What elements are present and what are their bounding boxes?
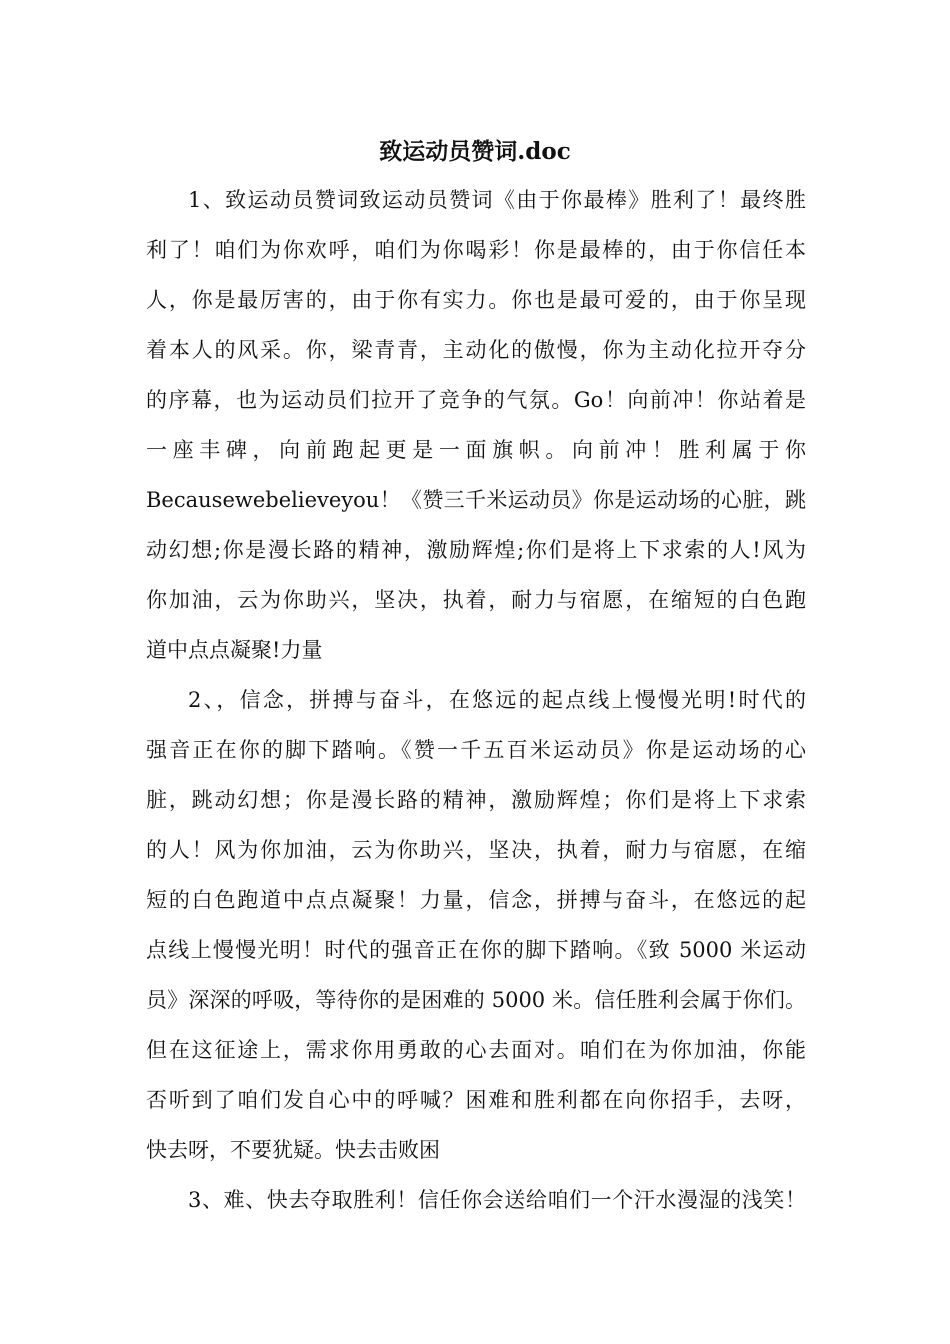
text-line: 的序幕，也为运动员们拉开了竞争的气氛。Go！向前冲！你站着是 <box>146 388 806 412</box>
text-line: Becausewebelieveyou！《赞三千米运动员》你是运动场的心脏，跳 <box>146 488 806 512</box>
text-line: 否听到了咱们发自心中的呼喊？困难和胜利都在向你招手，去呀， <box>146 1088 806 1112</box>
text-line: 动幻想;你是漫长路的精神，激励辉煌;你们是将上下求索的人!风为 <box>146 538 806 562</box>
text-line: 着本人的风采。你，梁青青，主动化的傲慢，你为主动化拉开夺分 <box>146 338 806 362</box>
text-line: 的人！风为你加油，云为你助兴，坚决，执着，耐力与宿愿，在缩 <box>146 838 806 862</box>
text-line: 3、难、快去夺取胜利！信任你会送给咱们一个汗水漫湿的浅笑！ <box>188 1188 806 1212</box>
text-line: 员》深深的呼吸，等待你的是困难的 5000 米。信任胜利会属于你们。 <box>146 988 806 1012</box>
text-line: 强音正在你的脚下踏响。《赞一千五百米运动员》你是运动场的心 <box>146 738 806 762</box>
text-line: 脏，跳动幻想；你是漫长路的精神，激励辉煌；你们是将上下求索 <box>146 788 806 812</box>
text-line: 利了！咱们为你欢呼，咱们为你喝彩！你是最棒的，由于你信任本 <box>146 238 806 262</box>
text-line: 快去呀，不要犹疑。快去击败困 <box>146 1138 440 1162</box>
text-line: 但在这征途上，需求你用勇敢的心去面对。咱们在为你加油，你能 <box>146 1038 806 1062</box>
text-line: 人，你是最厉害的，由于你有实力。你也是最可爱的，由于你呈现 <box>146 288 806 312</box>
text-line: 2、，信念，拼搏与奋斗，在悠远的起点线上慢慢光明!时代的 <box>188 688 806 712</box>
text-line: 短的白色跑道中点点凝聚！力量，信念，拼搏与奋斗，在悠远的起 <box>146 888 806 912</box>
document-title: 致运动员赞词.doc <box>379 138 571 165</box>
text-line: 一座丰碑，向前跑起更是一面旗帜。向前冲！胜利属于你 <box>146 438 806 462</box>
text-line: 1、致运动员赞词致运动员赞词《由于你最棒》胜利了！最终胜 <box>188 188 806 212</box>
text-line: 你加油，云为你助兴，坚决，执着，耐力与宿愿，在缩短的白色跑 <box>146 588 806 612</box>
text-line: 点线上慢慢光明！时代的强音正在你的脚下踏响。《致 5000 米运动 <box>146 938 806 962</box>
text-line: 道中点点凝聚!力量 <box>146 638 323 662</box>
